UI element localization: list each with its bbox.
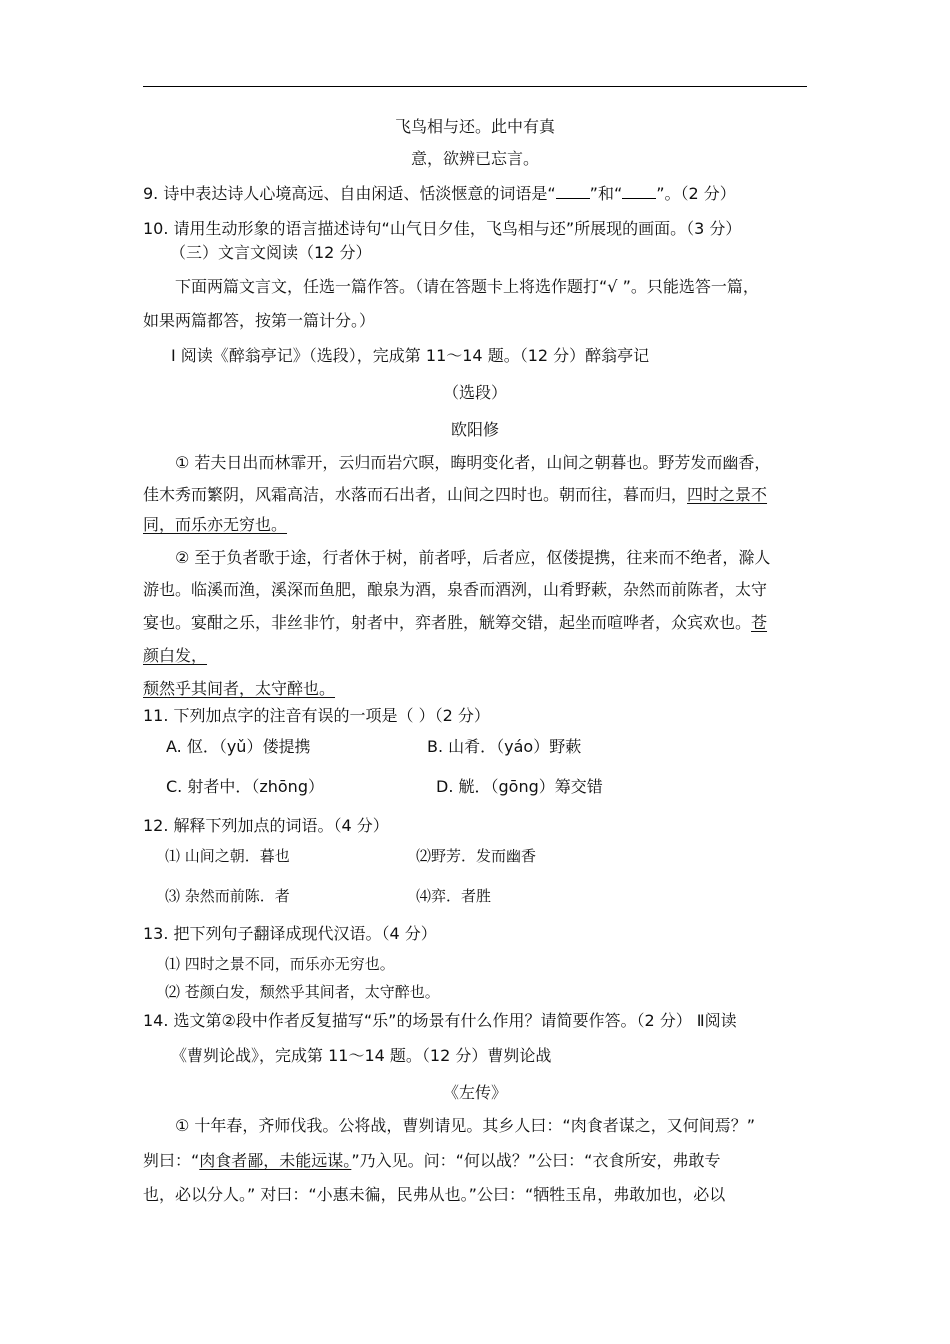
question-10: 10. 请用生动形象的语言描述诗句“山气日夕佳，飞鸟相与还”所展现的画面。（3 分） xyxy=(143,219,742,238)
q9-text-after: ”。（2 分） xyxy=(656,184,736,203)
poem-line-1: 飞鸟相与还。此中有真 xyxy=(394,117,555,136)
p1-line-1: ① 若夫日出而林霏开，云归而岩穴暝，晦明变化者，山间之朝暮也。野芳发而幽香， xyxy=(175,453,771,472)
p3-underlined-quote: 肉食者鄙，未能远谋。 xyxy=(199,1151,352,1170)
instructions-line-2: 如果两篇都答，按第一篇计分。） xyxy=(143,311,376,330)
q13-item-2: ⑵ 苍颜白发，颓然乎其间者，太守醉也。 xyxy=(165,983,440,1001)
author-name: 欧阳修 xyxy=(450,420,499,439)
p2-underlined-start: 苍 xyxy=(751,613,768,632)
poem-line-2: 意，欲辨已忘言。 xyxy=(410,149,539,168)
part-2-heading: 《曹刿论战》，完成第 11～14 题。（12 分）曹刿论战 xyxy=(171,1046,552,1065)
p1-underlined-sentence-end: 同，而乐亦无穷也。 xyxy=(143,515,288,534)
q9-text-before: 9. 诗中表达诗人心境高远、自由闲适、恬淡惬意的词语是“ xyxy=(143,184,556,203)
q9-blank-1[interactable] xyxy=(556,184,590,199)
p2-underlined-end: 颓然乎其间者，太守醉也。 xyxy=(143,679,336,698)
p2-line-3-text: 宴也。宴酣之乐，非丝非竹，射者中，弈者胜，觥筹交错，起坐而喧哗者，众宾欢也。 xyxy=(143,613,752,632)
q12-item-1: ⑴ 山间之朝．暮也 xyxy=(165,847,290,865)
part-1-heading: Ⅰ 阅读《醉翁亭记》（选段），完成第 11～14 题。（12 分）醉翁亭记 xyxy=(171,346,650,365)
question-14: 14. 选文第②段中作者反复描写“乐”的场景有什么作用？请简要作答。（2 分） Ⅱ阅读 xyxy=(143,1011,737,1030)
question-13-stem: 13. 把下列句子翻译成现代汉语。（4 分） xyxy=(143,924,437,943)
q12-item-4: ⑷弈．者胜 xyxy=(416,887,492,905)
instructions-line-1: 下面两篇文言文，任选一篇作答。（请在答题卡上将选作题打“√ ”。只能选答一篇， xyxy=(175,277,759,296)
q11-option-c: C. 射者中．（zhōng） xyxy=(166,777,324,796)
p3-line-1: ① 十年春，齐师伐我。公将战，曹刿请见。其乡人曰：“肉食者谋之，又何间焉？” xyxy=(175,1116,756,1135)
section-3-heading: （三）文言文阅读（12 分） xyxy=(170,243,372,262)
p2-line-3 xyxy=(143,612,767,634)
header-rule xyxy=(143,86,807,87)
p1-line-2-text: 佳木秀而繁阴，风霜高洁，水落而石出者，山间之四时也。朝而往，暮而归， xyxy=(143,485,688,504)
q11-option-d: D. 觥．（gōng）筹交错 xyxy=(436,777,603,796)
source-title: 《左传》 xyxy=(442,1083,507,1102)
p2-underlined-middle: 颜白发， xyxy=(143,646,208,665)
q12-item-3: ⑶ 杂然而前陈．者 xyxy=(165,887,290,905)
q9-blank-2[interactable] xyxy=(622,184,656,199)
p3-line-3: 也，必以分人。” 对曰：“小惠未徧，民弗从也。”公曰：“牺牲玉帛，弗敢加也，必以 xyxy=(143,1185,726,1204)
p2-line-2: 游也。临溪而渔，溪深而鱼肥，酿泉为酒，泉香而酒洌，山肴野蔌，杂然而前陈者，太守 xyxy=(143,580,768,599)
q12-item-2: ⑵野芳．发而幽香 xyxy=(416,847,537,865)
p3-line-2 xyxy=(143,1150,720,1172)
q13-item-1: ⑴ 四时之景不同，而乐亦无穷也。 xyxy=(165,955,395,973)
q11-option-a: A. 伛．（yǔ）偻提携 xyxy=(166,737,311,756)
question-12-stem: 12. 解释下列加点的词语。（4 分） xyxy=(143,816,389,835)
p2-line-1: ② 至于负者歌于途，行者休于树，前者呼，后者应，伛偻提携，往来而不绝者，滁人 xyxy=(175,548,771,567)
question-11-stem: 11. 下列加点字的注音有误的一项是（ ）（2 分） xyxy=(143,706,490,725)
p1-line-2 xyxy=(143,484,767,506)
q11-option-b: B. 山肴．（yáo）野蔌 xyxy=(427,737,582,756)
p3-line-2-start: 刿曰：“ xyxy=(143,1151,200,1170)
q9-text-mid: ”和“ xyxy=(589,184,623,203)
p1-underlined-sentence-start: 四时之景不 xyxy=(687,485,768,504)
excerpt-label: （选段） xyxy=(442,383,507,402)
p3-line-2-end: ”乃入见。问：“何以战？”公曰：“衣食所安，弗敢专 xyxy=(351,1151,721,1170)
question-9 xyxy=(143,183,736,205)
